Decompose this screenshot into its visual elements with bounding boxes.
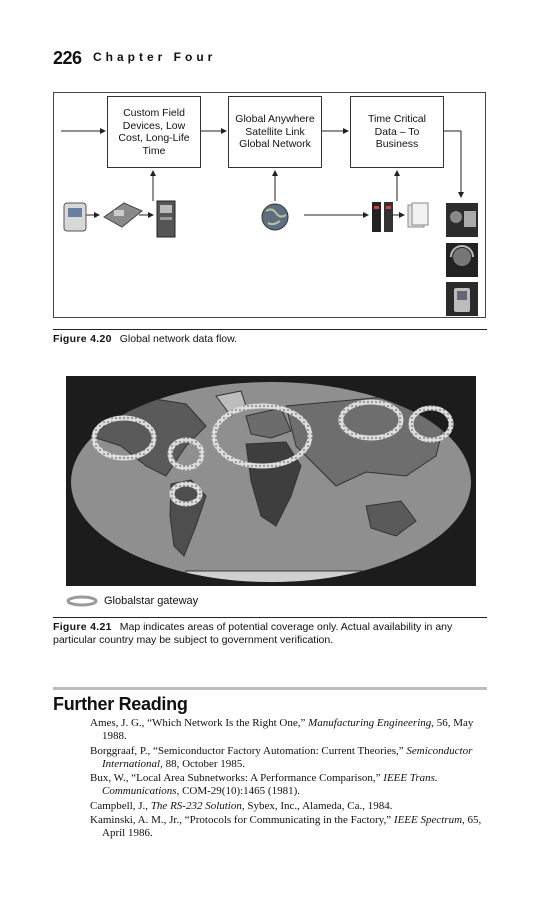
page-number: 226 xyxy=(53,48,82,68)
controller-unit-icon xyxy=(157,201,175,237)
figure-4-20-caption xyxy=(53,333,487,346)
reference-item: Borggraaf, P., “Semiconductor Factory Automation: Current Theories,” Semiconductor International, 88, October 1985. xyxy=(90,744,473,770)
figure-4-21-caption xyxy=(53,621,487,647)
caption-text: Map indicates areas of potential coverage only. Actual availability in any particular country may be subject to government verification. xyxy=(53,621,453,646)
figure-4-20-diagram xyxy=(53,92,486,318)
legend-label: Globalstar gateway xyxy=(104,595,199,607)
caption-label: Figure 4.20 xyxy=(53,333,112,345)
gateway-ring-icon xyxy=(66,595,98,607)
box-global-satellite-link: Global Anywhere Satellite Link Global Network xyxy=(228,96,322,168)
world-coverage-map xyxy=(66,376,476,586)
caption-label: Figure 4.21 xyxy=(53,621,112,633)
reference-list xyxy=(90,717,488,842)
server-racks-icon xyxy=(372,202,393,232)
sensor-device-icon xyxy=(64,203,86,231)
handheld-device-image xyxy=(446,282,478,316)
box-custom-field-devices: Custom Field Devices, Low Cost, Long-Life Time xyxy=(107,96,201,168)
globe-icon xyxy=(262,204,288,230)
reference-item: Ames, J. G., “Which Network Is the Right One,” Manufacturing Engineering, 56, May 1988. xyxy=(90,717,474,742)
chapter-title: Chapter Four xyxy=(93,50,217,64)
circuit-board-icon xyxy=(104,203,142,227)
reference-item: Campbell, J., The RS-232 Solution, Sybex, Inc., Alameda, Ca., 1984. xyxy=(90,799,393,812)
documents-icon xyxy=(408,203,428,227)
worker-computer-image xyxy=(446,203,478,237)
caption-rule xyxy=(53,329,487,330)
caption-rule xyxy=(53,617,487,618)
caption-text: Global network data flow. xyxy=(119,333,238,345)
reference-item: Kaminski, A. M., Jr., “Protocols for Communicating in the Factory,” IEEE Spectrum, 65, April 1986. xyxy=(90,814,482,839)
box-time-critical-data: Time Critical Data – To Business xyxy=(350,96,444,168)
map-legend xyxy=(66,595,198,607)
section-rule xyxy=(53,687,487,690)
reference-item: Bux, W., “Local Area Subnetworks: A Performance Comparison,” IEEE Trans. Communications, COM-29(10):1465 (1981). xyxy=(90,772,438,797)
headset-operator-image xyxy=(446,243,478,277)
diagram-connectors xyxy=(54,93,487,319)
section-heading: Further Reading xyxy=(53,694,188,714)
